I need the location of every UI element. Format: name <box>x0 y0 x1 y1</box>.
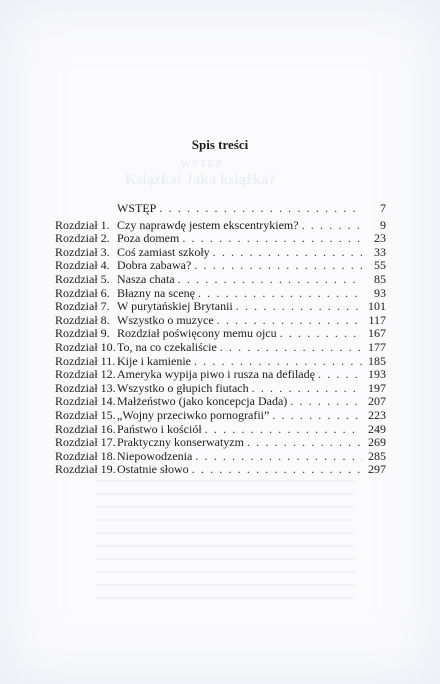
chapter-title: Czy naprawdę jestem ekscentrykiem? <box>117 218 299 232</box>
chapter-title: Praktyczny konserwatyzm <box>117 436 244 450</box>
toc-entry <box>55 202 386 216</box>
page-number: 197 <box>368 380 386 395</box>
entry-title-cell <box>117 232 362 246</box>
dot-leader <box>156 202 362 216</box>
chapter-number: Rozdział 16. <box>55 421 116 436</box>
chapter-title: To, na co czekaliście <box>117 340 217 354</box>
page-number: 185 <box>368 353 386 368</box>
dot-leader <box>287 395 362 409</box>
toc-entry <box>55 327 386 341</box>
entry-title-cell <box>117 436 362 450</box>
dot-leader <box>244 436 362 450</box>
chapter-number: Rozdział 3. <box>55 244 110 259</box>
entry-title-cell <box>117 450 362 464</box>
chapter-title: „Wojny przeciwko pornografii” <box>117 408 270 422</box>
chapter-number: Rozdział 6. <box>55 285 110 300</box>
dot-leader <box>214 314 362 328</box>
chapter-title: Ameryka wypija piwo i rusza na defiladę <box>117 368 315 382</box>
page-number: 85 <box>374 271 386 286</box>
dot-leader <box>191 259 362 273</box>
chapter-title: Kije i kamienie <box>117 354 191 368</box>
page-number: 33 <box>374 244 386 259</box>
entry-title-cell <box>117 423 362 437</box>
page-number: 101 <box>368 299 386 314</box>
entry-title-cell <box>117 246 362 260</box>
toc-entry <box>55 219 386 233</box>
chapter-number: Rozdział 11. <box>55 353 116 368</box>
toc-entry <box>55 287 386 301</box>
dot-leader <box>210 246 362 260</box>
dot-leader <box>249 382 362 396</box>
entry-title-cell <box>117 273 362 287</box>
page-number: 269 <box>368 435 386 450</box>
chapter-title: WSTĘP <box>117 202 157 215</box>
dot-leader <box>217 341 362 355</box>
chapter-number: Rozdział 1. <box>55 217 110 232</box>
toc-entry <box>55 368 386 382</box>
chapter-number: Rozdział 7. <box>55 299 110 314</box>
toc-entry <box>55 436 386 450</box>
chapter-title: Wszystko o muzyce <box>117 313 214 327</box>
page-number: 7 <box>380 201 386 215</box>
chapter-number: Rozdział 10. <box>55 339 116 354</box>
toc-entry <box>55 395 386 409</box>
chapter-number: Rozdział 2. <box>55 231 110 246</box>
entry-title-cell <box>117 314 362 328</box>
dot-leader <box>233 300 362 314</box>
chapter-title: Dobra zabawa? <box>117 259 192 273</box>
dot-leader <box>269 409 362 423</box>
chapter-title: Coś zamiast szkoły <box>117 245 210 259</box>
chapter-number: Rozdział 5. <box>55 271 110 286</box>
bleed-through-text: Książka! Jaka książka? <box>125 172 276 188</box>
page-number: 285 <box>368 448 386 463</box>
chapter-title: W purytańskiej Brytanii <box>117 300 233 314</box>
page-number: 117 <box>368 312 386 327</box>
page-number: 55 <box>374 258 386 273</box>
chapter-number: Rozdział 8. <box>55 312 110 327</box>
toc-entry <box>55 300 386 314</box>
entry-title-cell <box>117 382 362 396</box>
chapter-number: Rozdział 15. <box>55 407 116 422</box>
toc-entry <box>55 259 386 273</box>
toc-entry <box>55 355 386 369</box>
toc-entry <box>55 450 386 464</box>
bleed-through-lines <box>95 480 355 600</box>
toc-entry <box>55 232 386 246</box>
page-number: 23 <box>374 231 386 246</box>
entry-title-cell <box>117 463 362 477</box>
toc-entry <box>55 314 386 328</box>
chapter-title: Poza domem <box>117 232 180 246</box>
page-number: 249 <box>368 421 386 436</box>
page-number: 167 <box>368 326 386 341</box>
toc-entry <box>55 246 386 260</box>
toc-entry <box>55 463 386 477</box>
chapter-number: Rozdział 13. <box>55 380 116 395</box>
entry-title-cell <box>117 368 362 382</box>
dot-leader <box>195 287 362 301</box>
chapter-number: Rozdział 4. <box>55 258 110 273</box>
bleed-through-text: WSTĘP <box>180 158 224 170</box>
dot-leader <box>191 355 362 369</box>
entry-title-cell <box>117 219 362 233</box>
dot-leader <box>315 368 362 382</box>
chapter-title: Niepowodzenia <box>117 449 193 463</box>
chapter-title: Rozdział poświęcony memu ojcu <box>117 327 277 341</box>
entry-title-cell <box>117 327 362 341</box>
chapter-title: Ostatnie słowo <box>117 463 189 477</box>
dot-leader <box>299 219 362 233</box>
chapter-number: Rozdział 14. <box>55 394 116 409</box>
chapter-title: Błazny na scenę <box>117 286 195 300</box>
toc-title: Spis treści <box>191 137 249 152</box>
dot-leader <box>189 463 362 477</box>
entry-title-cell <box>117 341 362 355</box>
chapter-number: Rozdział 19. <box>55 462 116 477</box>
chapter-title: Małżeństwo (jako koncepcja Dada) <box>117 395 288 409</box>
toc-entry <box>55 273 386 287</box>
dot-leader <box>277 327 362 341</box>
toc-entry <box>55 409 386 423</box>
page-number: 177 <box>368 339 386 354</box>
toc-entry <box>55 423 386 437</box>
page-number: 9 <box>380 217 386 232</box>
table-of-contents <box>55 202 386 477</box>
entry-title-cell <box>117 287 362 301</box>
page-number: 193 <box>368 367 386 382</box>
chapter-number: Rozdział 9. <box>55 326 110 341</box>
page-number: 207 <box>368 394 386 409</box>
chapter-title: Państwo i kościół <box>117 422 202 436</box>
chapter-title: Wszystko o głupich fiutach <box>117 381 249 395</box>
page-number: 297 <box>368 462 386 477</box>
chapter-title: Nasza chata <box>117 272 175 286</box>
entry-title-cell <box>117 395 362 409</box>
dot-leader <box>202 423 362 437</box>
chapter-number: Rozdział 17. <box>55 435 116 450</box>
toc-entry <box>55 382 386 396</box>
chapter-number: Rozdział 18. <box>55 448 116 463</box>
toc-entry <box>55 341 386 355</box>
dot-leader <box>179 232 362 246</box>
entry-title-cell <box>117 259 362 273</box>
entry-title-cell <box>117 300 362 314</box>
chapter-number: Rozdział 12. <box>55 367 116 382</box>
dot-leader <box>192 450 362 464</box>
entry-title-cell <box>117 409 362 423</box>
page-number: 93 <box>374 285 386 300</box>
dot-leader <box>175 273 362 287</box>
entry-title-cell <box>117 202 362 216</box>
entry-title-cell <box>117 355 362 369</box>
page-number: 223 <box>368 407 386 422</box>
